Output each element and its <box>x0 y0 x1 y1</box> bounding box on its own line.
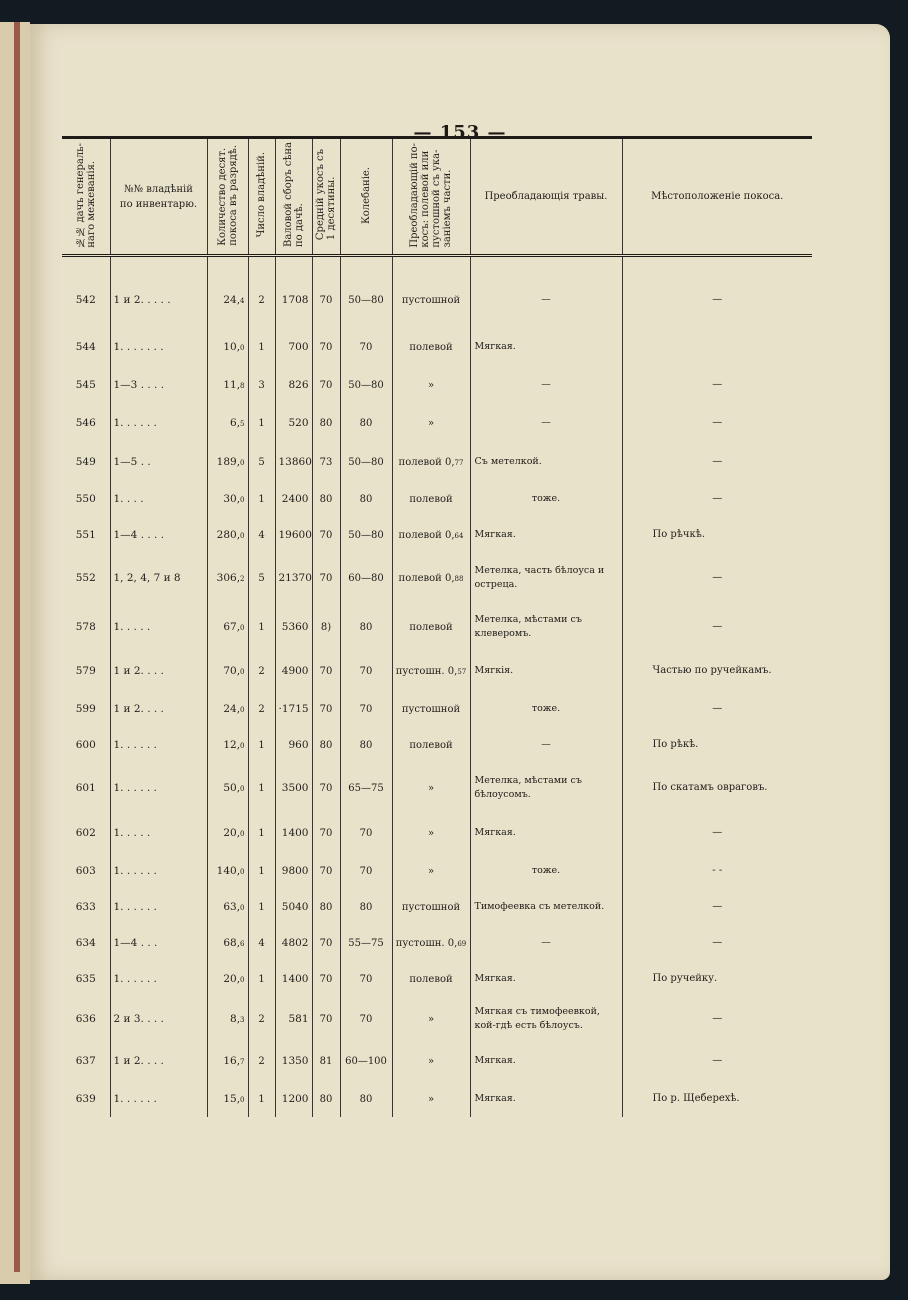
table-body <box>62 256 812 1118</box>
meadow-type-cell: » <box>392 997 470 1041</box>
dacha-number: 637 <box>75 1055 96 1067</box>
table-row <box>62 651 812 691</box>
header-grass: Преобладающія травы. <box>470 138 622 256</box>
avg-yield-cell: 70 <box>312 691 340 727</box>
meadow-type-cell: » <box>392 813 470 853</box>
total-hay-cell: 1400 <box>275 813 312 853</box>
owners-cell: 1. . . . . . <box>110 1081 207 1117</box>
page-number: — 153 — <box>413 122 507 143</box>
table-row <box>62 1081 812 1117</box>
range-cell: 80 <box>340 1081 392 1117</box>
dacha-number: 545 <box>75 379 96 391</box>
table-row <box>62 553 812 603</box>
avg-yield-cell: 80 <box>312 1081 340 1117</box>
table-row <box>62 367 812 403</box>
total-hay-cell: 1350 <box>275 1041 312 1081</box>
header-total: Валовой сборъ сѣна по дачѣ. <box>275 138 312 256</box>
meadow-type-cell: » <box>392 403 470 443</box>
header-area: Количество десят. покоса въ разрядѣ. <box>207 138 248 256</box>
grass-cell: Съ метелкой. <box>470 443 622 481</box>
total-hay-cell: 13860 <box>275 443 312 481</box>
area-cell: 15,0 <box>207 1081 248 1117</box>
hay-ledger-table <box>62 136 812 1117</box>
range-cell: 55—75 <box>340 925 392 961</box>
avg-yield-cell: 70 <box>312 813 340 853</box>
range-cell: 65—75 <box>340 763 392 813</box>
owners-count-cell: 1 <box>248 961 275 997</box>
dacha-number: 549 <box>75 456 96 468</box>
total-hay-cell: ·1715 <box>275 691 312 727</box>
dacha-number: 633 <box>75 901 96 913</box>
grass-cell: Метелка, часть бѣлоуса и остреца. <box>470 553 622 603</box>
dacha-number: 636 <box>75 1013 96 1025</box>
location-cell: По ручейку. <box>622 961 812 997</box>
total-hay-cell: 3500 <box>275 763 312 813</box>
area-cell: 140,0 <box>207 853 248 889</box>
owners-count-cell: 1 <box>248 853 275 889</box>
range-cell: 50—80 <box>340 367 392 403</box>
owners-count-cell: 4 <box>248 925 275 961</box>
meadow-type-cell: пустошной <box>392 889 470 925</box>
location-cell: По рѣчкѣ. <box>622 517 812 553</box>
area-cell: 20,0 <box>207 813 248 853</box>
avg-yield-cell: 70 <box>312 367 340 403</box>
dacha-number: 600 <box>75 739 96 751</box>
total-hay-cell: 5040 <box>275 889 312 925</box>
area-cell: 68,6 <box>207 925 248 961</box>
dacha-number: 578 <box>75 621 96 633</box>
location-cell: По скатамъ овраговъ. <box>622 763 812 813</box>
owners-cell: 2 и 3. . . . <box>110 997 207 1041</box>
owners-cell: 1. . . . . . <box>110 763 207 813</box>
owners-cell: 1. . . . . . . <box>110 327 207 367</box>
meadow-type-cell: » <box>392 1081 470 1117</box>
location-cell: — <box>622 481 812 517</box>
meadow-type-cell: полевой <box>392 603 470 651</box>
owners-cell: 1, 2, 4, 7 и 8 <box>110 553 207 603</box>
total-hay-cell: 1400 <box>275 961 312 997</box>
range-cell: 80 <box>340 889 392 925</box>
dacha-number: 634 <box>75 937 96 949</box>
owners-count-cell: 2 <box>248 997 275 1041</box>
meadow-type-cell: » <box>392 1041 470 1081</box>
total-hay-cell: 19600 <box>275 517 312 553</box>
dacha-number: 603 <box>75 865 96 877</box>
grass-cell: — <box>470 727 622 763</box>
area-cell: 189,0 <box>207 443 248 481</box>
table-row <box>62 403 812 443</box>
meadow-type-cell: полевой 0,77 <box>392 443 470 481</box>
area-cell: 280,0 <box>207 517 248 553</box>
total-hay-cell: 4900 <box>275 651 312 691</box>
spacer-row <box>62 256 812 274</box>
meadow-type-cell: полевой <box>392 727 470 763</box>
grass-cell: Метелка, мѣстами съ клеверомъ. <box>470 603 622 651</box>
total-hay-cell: 4802 <box>275 925 312 961</box>
meadow-type-cell: пустошн. 0,57 <box>392 651 470 691</box>
owners-count-cell: 3 <box>248 367 275 403</box>
grass-cell: — <box>470 367 622 403</box>
range-cell: 70 <box>340 651 392 691</box>
grass-cell: — <box>470 925 622 961</box>
grass-cell: тоже. <box>470 481 622 517</box>
avg-yield-cell: 81 <box>312 1041 340 1081</box>
area-cell: 30,0 <box>207 481 248 517</box>
owners-count-cell: 2 <box>248 691 275 727</box>
range-cell: 60—100 <box>340 1041 392 1081</box>
header-owners: №№ владѣній по инвентарю. <box>110 138 207 256</box>
location-cell: — <box>622 691 812 727</box>
owners-count-cell: 5 <box>248 553 275 603</box>
avg-yield-cell: 80 <box>312 403 340 443</box>
meadow-type-cell: полевой <box>392 961 470 997</box>
meadow-type-cell: пустошн. 0,69 <box>392 925 470 961</box>
owners-count-cell: 2 <box>248 273 275 327</box>
area-cell: 50,0 <box>207 763 248 813</box>
location-cell: — <box>622 603 812 651</box>
table-row <box>62 961 812 997</box>
avg-yield-cell: 80 <box>312 727 340 763</box>
range-cell: 80 <box>340 481 392 517</box>
table-row <box>62 603 812 651</box>
owners-cell: 1. . . . . <box>110 603 207 651</box>
dacha-number: 544 <box>75 341 96 353</box>
area-cell: 24,0 <box>207 691 248 727</box>
grass-cell: Мягкая. <box>470 327 622 367</box>
grass-cell: Мягкая съ тимофеевкой, кой-гдѣ есть бѣлоусъ. <box>470 997 622 1041</box>
header-count: Число владѣній. <box>248 138 275 256</box>
area-cell: 67,0 <box>207 603 248 651</box>
avg-yield-cell: 70 <box>312 651 340 691</box>
avg-yield-cell: 70 <box>312 553 340 603</box>
avg-yield-cell: 70 <box>312 517 340 553</box>
avg-yield-cell: 70 <box>312 327 340 367</box>
total-hay-cell: 1200 <box>275 1081 312 1117</box>
owners-count-cell: 4 <box>248 517 275 553</box>
meadow-type-cell: полевой 0,64 <box>392 517 470 553</box>
area-cell: 11,8 <box>207 367 248 403</box>
total-hay-cell: 21370 <box>275 553 312 603</box>
header-dacha: №№ дачъ генераль- наго межеванія. <box>62 138 110 256</box>
meadow-type-cell: » <box>392 853 470 889</box>
total-hay-cell: 581 <box>275 997 312 1041</box>
location-cell: — <box>622 925 812 961</box>
binding-edge <box>14 22 20 1272</box>
grass-cell: Мягкая. <box>470 813 622 853</box>
table-row <box>62 327 812 367</box>
dacha-number: 546 <box>75 417 96 429</box>
dacha-number: 550 <box>75 493 96 505</box>
owners-count-cell: 2 <box>248 651 275 691</box>
table-header-row <box>62 138 812 256</box>
avg-yield-cell: 80 <box>312 889 340 925</box>
owners-cell: 1. . . . . . <box>110 853 207 889</box>
avg-yield-cell: 70 <box>312 997 340 1041</box>
avg-yield-cell: 80 <box>312 481 340 517</box>
dacha-number: 635 <box>75 973 96 985</box>
avg-yield-cell: 8) <box>312 603 340 651</box>
avg-yield-cell: 73 <box>312 443 340 481</box>
total-hay-cell: 520 <box>275 403 312 443</box>
range-cell: 70 <box>340 997 392 1041</box>
total-hay-cell: 9800 <box>275 853 312 889</box>
header-range: Колебаніе. <box>340 138 392 256</box>
dacha-number: 542 <box>75 294 96 306</box>
grass-cell: Тимофеевка съ метелкой. <box>470 889 622 925</box>
owners-cell: 1 и 2. . . . <box>110 1041 207 1081</box>
owners-cell: 1—4 . . . <box>110 925 207 961</box>
location-cell: По р. Щеберехѣ. <box>622 1081 812 1117</box>
range-cell: 70 <box>340 853 392 889</box>
location-cell: Частью по ручейкамъ. <box>622 651 812 691</box>
dacha-number: 551 <box>75 529 96 541</box>
range-cell: 70 <box>340 961 392 997</box>
owners-count-cell: 1 <box>248 481 275 517</box>
owners-cell: 1—5 . . <box>110 443 207 481</box>
area-cell: 24,4 <box>207 273 248 327</box>
owners-count-cell: 5 <box>248 443 275 481</box>
table-row <box>62 691 812 727</box>
range-cell: 80 <box>340 727 392 763</box>
owners-cell: 1. . . . . . <box>110 961 207 997</box>
area-cell: 70,0 <box>207 651 248 691</box>
owners-cell: 1. . . . . . <box>110 403 207 443</box>
range-cell: 80 <box>340 603 392 651</box>
total-hay-cell: 826 <box>275 367 312 403</box>
table-row <box>62 1041 812 1081</box>
owners-cell: 1 и 2. . . . <box>110 651 207 691</box>
avg-yield-cell: 70 <box>312 925 340 961</box>
header-type: Преобладающій по- косъ: полевой или пустошной съ ука- заніемъ части. <box>392 138 470 256</box>
meadow-type-cell: » <box>392 763 470 813</box>
grass-cell: тоже. <box>470 853 622 889</box>
table-row <box>62 727 812 763</box>
dacha-number: 552 <box>75 572 96 584</box>
owners-count-cell: 1 <box>248 813 275 853</box>
dacha-number: 599 <box>75 703 96 715</box>
table-row <box>62 925 812 961</box>
range-cell: 50—80 <box>340 273 392 327</box>
total-hay-cell: 2400 <box>275 481 312 517</box>
grass-cell: Мягкая. <box>470 1041 622 1081</box>
owners-cell: 1. . . . . . <box>110 889 207 925</box>
owners-count-cell: 1 <box>248 403 275 443</box>
area-cell: 12,0 <box>207 727 248 763</box>
owners-cell: 1—4 . . . . <box>110 517 207 553</box>
range-cell: 70 <box>340 813 392 853</box>
meadow-type-cell: полевой <box>392 481 470 517</box>
location-cell: — <box>622 1041 812 1081</box>
meadow-type-cell: пустошной <box>392 691 470 727</box>
area-cell: 306,2 <box>207 553 248 603</box>
owners-count-cell: 1 <box>248 763 275 813</box>
avg-yield-cell: 70 <box>312 763 340 813</box>
location-cell: По рѣкѣ. <box>622 727 812 763</box>
location-cell: — <box>622 889 812 925</box>
owners-count-cell: 1 <box>248 1081 275 1117</box>
total-hay-cell: 5360 <box>275 603 312 651</box>
owners-count-cell: 1 <box>248 603 275 651</box>
area-cell: 20,0 <box>207 961 248 997</box>
range-cell: 50—80 <box>340 517 392 553</box>
table-row <box>62 273 812 327</box>
total-hay-cell: 700 <box>275 327 312 367</box>
dacha-number: 601 <box>75 782 96 794</box>
grass-cell: Мягкія. <box>470 651 622 691</box>
location-cell: — <box>622 553 812 603</box>
grass-cell: Мягкая. <box>470 1081 622 1117</box>
range-cell: 70 <box>340 691 392 727</box>
table-row <box>62 813 812 853</box>
avg-yield-cell: 70 <box>312 961 340 997</box>
dacha-number: 602 <box>75 827 96 839</box>
avg-yield-cell: 70 <box>312 853 340 889</box>
area-cell: 8,3 <box>207 997 248 1041</box>
header-avg: Средній укосъ съ 1 десятины. <box>312 138 340 256</box>
header-place: Мѣстоположеніе покоса. <box>622 138 812 256</box>
table-row <box>62 853 812 889</box>
table-row <box>62 889 812 925</box>
owners-count-cell: 1 <box>248 727 275 763</box>
dacha-number: 579 <box>75 665 96 677</box>
range-cell: 50—80 <box>340 443 392 481</box>
area-cell: 63,0 <box>207 889 248 925</box>
meadow-type-cell: полевой <box>392 327 470 367</box>
location-cell: — <box>622 273 812 327</box>
range-cell: 70 <box>340 327 392 367</box>
location-cell: — <box>622 403 812 443</box>
owners-count-cell: 1 <box>248 327 275 367</box>
range-cell: 60—80 <box>340 553 392 603</box>
location-cell: - - <box>622 853 812 889</box>
owners-cell: 1. . . . . . <box>110 727 207 763</box>
total-hay-cell: 960 <box>275 727 312 763</box>
owners-cell: 1—3 . . . . <box>110 367 207 403</box>
location-cell: — <box>622 443 812 481</box>
area-cell: 6,5 <box>207 403 248 443</box>
owners-count-cell: 1 <box>248 889 275 925</box>
table-row <box>62 997 812 1041</box>
range-cell: 80 <box>340 403 392 443</box>
table-row <box>62 481 812 517</box>
meadow-type-cell: полевой 0,88 <box>392 553 470 603</box>
owners-cell: 1. . . . . <box>110 813 207 853</box>
area-cell: 10,0 <box>207 327 248 367</box>
total-hay-cell: 1708 <box>275 273 312 327</box>
owners-cell: 1 и 2. . . . . <box>110 273 207 327</box>
grass-cell: тоже. <box>470 691 622 727</box>
dacha-number: 639 <box>75 1093 96 1105</box>
location-cell: — <box>622 367 812 403</box>
table-row <box>62 517 812 553</box>
meadow-type-cell: пустошной <box>392 273 470 327</box>
grass-cell: — <box>470 403 622 443</box>
location-cell: — <box>622 997 812 1041</box>
meadow-type-cell: » <box>392 367 470 403</box>
location-cell: — <box>622 813 812 853</box>
area-cell: 16,7 <box>207 1041 248 1081</box>
grass-cell: — <box>470 273 622 327</box>
grass-cell: Мягкая. <box>470 961 622 997</box>
grass-cell: Метелка, мѣстами съ бѣлоусомъ. <box>470 763 622 813</box>
table-row <box>62 443 812 481</box>
location-cell <box>622 327 812 367</box>
owners-cell: 1. . . . <box>110 481 207 517</box>
avg-yield-cell: 70 <box>312 273 340 327</box>
grass-cell: Мягкая. <box>470 517 622 553</box>
table-row <box>62 763 812 813</box>
owners-count-cell: 2 <box>248 1041 275 1081</box>
owners-cell: 1 и 2. . . . <box>110 691 207 727</box>
